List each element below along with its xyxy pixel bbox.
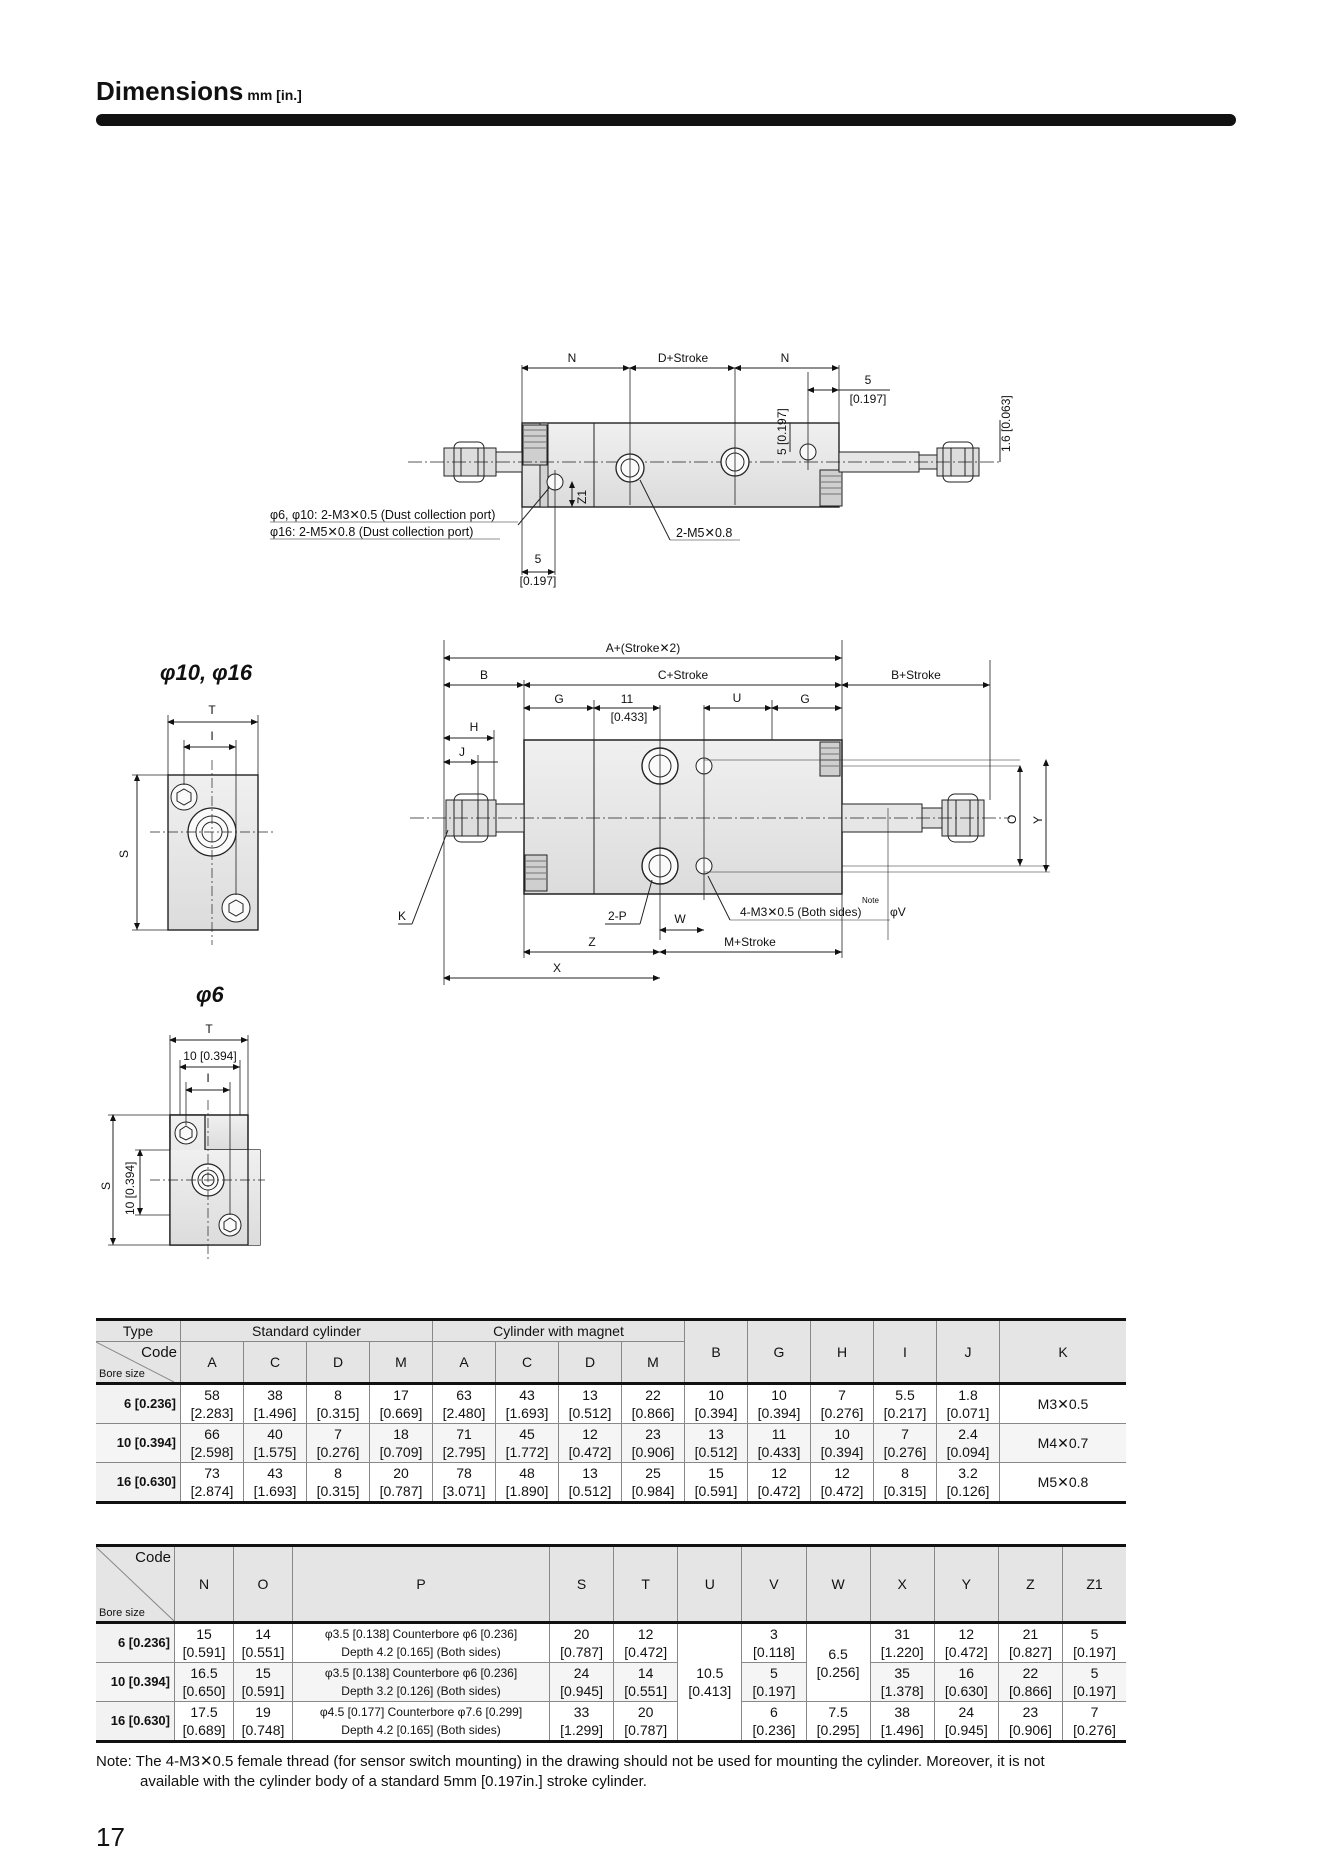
cell-mm: 10 <box>834 1426 850 1442</box>
svg-text:T: T <box>208 703 216 717</box>
cell-inch: [1.772] <box>505 1444 549 1460</box>
table-cell-n: 17.5 [0.689] <box>175 1702 234 1742</box>
col-std-M: M <box>370 1342 433 1384</box>
cell-inch: [0.984] <box>631 1483 675 1499</box>
cell-mm: 23 <box>645 1426 661 1442</box>
cell-inch: [0.394] <box>820 1444 864 1460</box>
table-cell-v: 5 [0.197] <box>742 1663 806 1702</box>
cell-mm: 43 <box>267 1465 283 1481</box>
svg-text:A+(Stroke✕2): A+(Stroke✕2) <box>605 641 681 655</box>
svg-text:N: N <box>567 351 577 365</box>
cell-inch: [1.693] <box>505 1405 549 1421</box>
svg-text:B+Stroke: B+Stroke <box>891 668 941 682</box>
table-cell-x: 35 [1.378] <box>870 1663 934 1702</box>
cell-mm: 11 <box>771 1426 787 1442</box>
table-cell-v: 6 [0.236] <box>742 1702 806 1742</box>
table-2-body <box>96 1623 1126 1742</box>
cell-mm: 10 <box>771 1387 787 1403</box>
cell-mm: 3.2 <box>958 1465 978 1481</box>
svg-text:Z1: Z1 <box>575 489 589 504</box>
cell-mm: 25 <box>645 1465 661 1481</box>
table-cell <box>1000 1424 1127 1463</box>
table-cell-z: 23 [0.906] <box>998 1702 1062 1742</box>
table-cell-y: 16 [0.630] <box>934 1663 998 1702</box>
col-H: H <box>811 1320 874 1384</box>
table-cell <box>874 1424 937 1463</box>
cell-mm: 71 <box>456 1426 472 1442</box>
table-cell-z1: 7 [0.276] <box>1063 1702 1127 1742</box>
svg-text:C+Stroke: C+Stroke <box>657 668 709 682</box>
table-cell <box>433 1424 496 1463</box>
top-view <box>270 351 1013 588</box>
svg-text:2-P: 2-P <box>608 909 627 923</box>
svg-text:[0.197]: [0.197] <box>519 574 557 588</box>
col-std-D: D <box>307 1342 370 1384</box>
cell-mm: 8 <box>901 1465 909 1481</box>
table-cell-x: 38 [1.496] <box>870 1702 934 1742</box>
bore-size-label: Bore size <box>99 1368 145 1380</box>
table-cell <box>1000 1384 1127 1424</box>
front-body <box>524 740 842 894</box>
front-view <box>398 640 1050 985</box>
table-cell <box>937 1424 1000 1463</box>
table-cell <box>622 1384 685 1424</box>
table-cell-w: 6.5 [0.256] <box>806 1623 870 1702</box>
table-row <box>96 1424 1126 1463</box>
svg-text:Y: Y <box>1031 815 1045 824</box>
cell-inch: [0.591] <box>694 1483 738 1499</box>
col-K: K <box>1000 1320 1127 1384</box>
table-1-body <box>96 1384 1126 1503</box>
table-cell-z: 21 [0.827] <box>998 1623 1062 1663</box>
view-title-phi6: φ6 <box>196 982 224 1007</box>
table-cell-y: 24 [0.945] <box>934 1702 998 1742</box>
table-cell <box>496 1424 559 1463</box>
table-cell <box>748 1463 811 1503</box>
cell-mm: 38 <box>267 1387 283 1403</box>
cell-inch: [0.217] <box>883 1405 927 1421</box>
cell-inch: [0.669] <box>379 1405 423 1421</box>
table-cell-o: 14 [0.551] <box>234 1623 293 1663</box>
table-cell <box>874 1463 937 1503</box>
table-cell <box>874 1384 937 1424</box>
cell-mm: 63 <box>456 1387 472 1403</box>
table-cell-o: 19 [0.748] <box>234 1702 293 1742</box>
cell-inch: [0.433] <box>757 1444 801 1460</box>
cell-mm: 78 <box>456 1465 472 1481</box>
cell-inch: [1.496] <box>253 1405 297 1421</box>
cell-inch: [0.071] <box>946 1405 990 1421</box>
svg-text:2-M5✕0.8: 2-M5✕0.8 <box>676 526 733 540</box>
table-cell-s: 33 [1.299] <box>550 1702 614 1742</box>
cell-mm: 2.4 <box>958 1426 978 1442</box>
table-cell <box>370 1384 433 1424</box>
table-cell <box>559 1463 622 1503</box>
cell-mm: 13 <box>708 1426 724 1442</box>
table-cell-s: 20 [0.787] <box>550 1623 614 1663</box>
cell-mm: 7 <box>901 1426 909 1442</box>
cell-inch: [0.512] <box>568 1483 612 1499</box>
svg-text:T: T <box>205 1022 213 1036</box>
cell-mm: M4✕0.7 <box>1037 1435 1089 1451</box>
svg-text:X: X <box>552 961 562 975</box>
cell-inch: [0.276] <box>883 1444 927 1460</box>
cell-mm: 73 <box>204 1465 220 1481</box>
cell-inch: [2.480] <box>442 1405 486 1421</box>
bore-size-cell: 16 [0.630] <box>96 1702 175 1742</box>
svg-text:5: 5 <box>534 552 542 566</box>
table-cell-w: 7.5 [0.295] <box>806 1702 870 1742</box>
svg-text:K: K <box>398 909 407 923</box>
cell-mm: 12 <box>582 1426 598 1442</box>
svg-text:φV: φV <box>890 905 906 919</box>
cell-mm: 5.5 <box>895 1387 915 1403</box>
cell-inch: [0.315] <box>316 1405 360 1421</box>
bore-size-cell: 6 [0.236] <box>96 1384 181 1424</box>
bore-size-cell: 10 [0.394] <box>96 1663 175 1702</box>
table-cell-t: 20 [0.787] <box>614 1702 678 1742</box>
cell-inch: [1.890] <box>505 1483 549 1499</box>
table-cell-z1: 5 [0.197] <box>1063 1623 1127 1663</box>
unit-label: mm [in.] <box>247 87 302 103</box>
table-cell <box>685 1384 748 1424</box>
svg-text:4-M3✕0.5 (Both sides): 4-M3✕0.5 (Both sides) <box>740 905 862 919</box>
col-U: U <box>678 1546 742 1623</box>
svg-text:I: I <box>210 729 214 743</box>
table-cell <box>811 1424 874 1463</box>
table-cell <box>559 1424 622 1463</box>
cell-inch: [0.315] <box>883 1483 927 1499</box>
cell-inch: [0.472] <box>820 1483 864 1499</box>
table-cell-p: φ3.5 [0.138] Counterbore φ6 [0.236] Depth 4.2 [0.165] (Both sides) <box>293 1623 550 1663</box>
side-view-10-16 <box>117 703 275 945</box>
svg-text:J: J <box>459 745 465 759</box>
svg-text:S: S <box>117 849 131 858</box>
side-view-6 <box>99 1022 265 1262</box>
table-cell <box>244 1384 307 1424</box>
table-cell-y: 12 [0.472] <box>934 1623 998 1663</box>
cell-mm: 10 <box>708 1387 724 1403</box>
svg-text:W: W <box>674 912 686 926</box>
table-cell-t: 12 [0.472] <box>614 1623 678 1663</box>
table-cell <box>1000 1463 1127 1503</box>
svg-text:M+Stroke: M+Stroke <box>724 935 776 949</box>
cell-mm: 18 <box>393 1426 409 1442</box>
code-label: Code <box>135 1549 171 1566</box>
code-bore-cell-2 <box>96 1546 175 1623</box>
svg-text:φ16: 2-M5✕0.8 (Dust collection: φ16: 2-M5✕0.8 (Dust collection port) <box>270 525 474 539</box>
cell-inch: [0.094] <box>946 1444 990 1460</box>
table-cell <box>559 1384 622 1424</box>
header-standard-cylinder: Standard cylinder <box>181 1320 433 1342</box>
cell-inch: [1.693] <box>253 1483 297 1499</box>
col-Z: Z <box>998 1546 1062 1623</box>
cell-mm: 8 <box>334 1387 342 1403</box>
cell-mm: 58 <box>204 1387 220 1403</box>
table-cell <box>307 1424 370 1463</box>
cell-mm: 13 <box>582 1387 598 1403</box>
svg-text:H: H <box>469 720 479 734</box>
cell-mm: 7 <box>838 1387 846 1403</box>
table-row <box>96 1663 1126 1702</box>
svg-text:5: 5 <box>864 373 872 387</box>
page-title: Dimensions mm [in.] <box>96 76 302 106</box>
svg-text:I: I <box>206 1071 210 1085</box>
col-std-A: A <box>181 1342 244 1384</box>
table-cell <box>181 1463 244 1503</box>
table-cell-z: 22 [0.866] <box>998 1663 1062 1702</box>
cell-inch: [2.283] <box>190 1405 234 1421</box>
col-G: G <box>748 1320 811 1384</box>
bore-size-cell: 10 [0.394] <box>96 1424 181 1463</box>
table-cell-n: 15 [0.591] <box>175 1623 234 1663</box>
cell-inch: [0.315] <box>316 1483 360 1499</box>
cell-mm: M3✕0.5 <box>1037 1396 1089 1412</box>
code-label: Code <box>141 1344 177 1361</box>
footnote <box>96 1752 1156 1792</box>
table-cell <box>244 1424 307 1463</box>
svg-text:D+Stroke: D+Stroke <box>657 351 709 365</box>
cell-mm: 8 <box>334 1465 342 1481</box>
col-X: X <box>870 1546 934 1623</box>
svg-text:φ6, φ10: 2-M3✕0.5 (Dust collec: φ6, φ10: 2-M3✕0.5 (Dust collection port) <box>270 508 496 522</box>
table-cell-o: 15 [0.591] <box>234 1663 293 1702</box>
cell-mm: 22 <box>645 1387 661 1403</box>
col-std-C: C <box>244 1342 307 1384</box>
cell-inch: [0.709] <box>379 1444 423 1460</box>
cell-inch: [3.071] <box>442 1483 486 1499</box>
cell-inch: [0.276] <box>820 1405 864 1421</box>
cell-mm: 1.8 <box>958 1387 978 1403</box>
table-cell <box>307 1384 370 1424</box>
cell-inch: [0.472] <box>757 1483 801 1499</box>
table-row <box>96 1463 1126 1503</box>
dimension-table-2 <box>96 1544 1126 1743</box>
cell-inch: [0.906] <box>631 1444 675 1460</box>
cell-mm: 20 <box>393 1465 409 1481</box>
table-cell <box>811 1384 874 1424</box>
cell-inch: [0.394] <box>757 1405 801 1421</box>
table-cell-v: 3 [0.118] <box>742 1623 806 1663</box>
svg-text:Z: Z <box>588 935 596 949</box>
svg-text:O: O <box>1005 814 1019 824</box>
table-cell-s: 24 [0.945] <box>550 1663 614 1702</box>
cell-mm: 40 <box>267 1426 283 1442</box>
table-cell <box>370 1463 433 1503</box>
view-title-phi10-16: φ10, φ16 <box>160 660 253 685</box>
table-cell <box>496 1463 559 1503</box>
table-cell-n: 16.5 [0.650] <box>175 1663 234 1702</box>
dimension-table-1 <box>96 1318 1126 1504</box>
cell-inch: [1.575] <box>253 1444 297 1460</box>
cell-mm: 13 <box>582 1465 598 1481</box>
cell-mm: 15 <box>708 1465 724 1481</box>
cell-inch: [0.512] <box>694 1444 738 1460</box>
svg-text:B: B <box>479 668 489 682</box>
cell-mm: 66 <box>204 1426 220 1442</box>
bore-size-cell: 6 [0.236] <box>96 1623 175 1663</box>
table-cell <box>748 1384 811 1424</box>
col-T: T <box>614 1546 678 1623</box>
col-Z1: Z1 <box>1063 1546 1127 1623</box>
col-Y: Y <box>934 1546 998 1623</box>
bore-size-cell: 16 [0.630] <box>96 1463 181 1503</box>
table-row <box>96 1384 1126 1424</box>
cell-mm: 12 <box>834 1465 850 1481</box>
svg-text:U: U <box>732 691 742 705</box>
svg-text:S: S <box>99 1181 113 1190</box>
svg-text:1.6 [0.063]: 1.6 [0.063] <box>999 395 1013 452</box>
table-cell <box>685 1463 748 1503</box>
table-cell <box>370 1424 433 1463</box>
bore-size-label: Bore size <box>99 1607 145 1619</box>
table-cell <box>181 1424 244 1463</box>
table-cell <box>622 1424 685 1463</box>
col-O: O <box>234 1546 293 1623</box>
cell-mm: M5✕0.8 <box>1037 1474 1089 1490</box>
cell-mm: 48 <box>519 1465 535 1481</box>
table-cell <box>307 1463 370 1503</box>
col-S: S <box>550 1546 614 1623</box>
col-W: W <box>806 1546 870 1623</box>
col-B: B <box>685 1320 748 1384</box>
cell-mm: 12 <box>771 1465 787 1481</box>
cell-mm: 7 <box>334 1426 342 1442</box>
cell-inch: [2.598] <box>190 1444 234 1460</box>
table-row <box>96 1702 1126 1742</box>
col-mag-A: A <box>433 1342 496 1384</box>
top-body <box>522 423 839 507</box>
cell-inch: [0.866] <box>631 1405 675 1421</box>
table-cell <box>433 1463 496 1503</box>
cell-inch: [0.394] <box>694 1405 738 1421</box>
svg-text:10 [0.394]: 10 [0.394] <box>123 1161 137 1215</box>
cell-inch: [0.276] <box>316 1444 360 1460</box>
header-cylinder-with-magnet: Cylinder with magnet <box>433 1320 685 1342</box>
col-J: J <box>937 1320 1000 1384</box>
table-cell <box>496 1384 559 1424</box>
cell-mm: 17 <box>393 1387 409 1403</box>
table-cell-u: 10.5 [0.413] <box>678 1623 742 1742</box>
table-row <box>96 1623 1126 1663</box>
svg-text:10 [0.394]: 10 [0.394] <box>183 1049 237 1063</box>
cell-inch: [0.787] <box>379 1483 423 1499</box>
svg-text:[0.197]: [0.197] <box>849 392 887 406</box>
table-cell <box>622 1463 685 1503</box>
col-mag-C: C <box>496 1342 559 1384</box>
svg-text:Note: Note <box>862 896 879 905</box>
svg-text:G: G <box>800 692 810 706</box>
header-type: Type <box>96 1320 181 1342</box>
note-line-2: available with the cylinder body of a standard 5mm [0.197in.] stroke cylinder. <box>140 1773 647 1790</box>
col-I: I <box>874 1320 937 1384</box>
cell-inch: [2.795] <box>442 1444 486 1460</box>
cell-mm: 43 <box>519 1387 535 1403</box>
table-cell <box>433 1384 496 1424</box>
cell-mm: 45 <box>519 1426 535 1442</box>
table-cell-p: φ3.5 [0.138] Counterbore φ6 [0.236] Depth 3.2 [0.126] (Both sides) <box>293 1663 550 1702</box>
table-cell-t: 14 [0.551] <box>614 1663 678 1702</box>
table-cell <box>748 1424 811 1463</box>
table-cell <box>937 1463 1000 1503</box>
table-cell-x: 31 [1.220] <box>870 1623 934 1663</box>
code-bore-cell <box>96 1342 181 1384</box>
page-number: 17 <box>96 1822 125 1852</box>
col-N: N <box>175 1546 234 1623</box>
col-mag-D: D <box>559 1342 622 1384</box>
note-line-1: Note: The 4-M3✕0.5 female thread (for sensor switch mounting) in the drawing should not be used for mounting the cylinder. Moreover, it is not <box>96 1753 1045 1770</box>
table-cell <box>811 1463 874 1503</box>
table-cell <box>244 1463 307 1503</box>
col-P: P <box>293 1546 550 1623</box>
svg-text:5 [0.197]: 5 [0.197] <box>775 408 789 455</box>
svg-text:11: 11 <box>620 692 634 706</box>
cell-inch: [0.512] <box>568 1405 612 1421</box>
svg-text:N: N <box>780 351 790 365</box>
table-cell <box>181 1384 244 1424</box>
table-cell <box>685 1424 748 1463</box>
svg-text:[0.433]: [0.433] <box>610 710 648 724</box>
col-V: V <box>742 1546 806 1623</box>
table-cell-p: φ4.5 [0.177] Counterbore φ7.6 [0.299] Depth 4.2 [0.165] (Both sides) <box>293 1702 550 1742</box>
cell-inch: [0.472] <box>568 1444 612 1460</box>
table-cell-z1: 5 [0.197] <box>1063 1663 1127 1702</box>
cell-inch: [2.874] <box>190 1483 234 1499</box>
svg-text:G: G <box>554 692 564 706</box>
cell-inch: [0.126] <box>946 1483 990 1499</box>
table-cell <box>937 1384 1000 1424</box>
col-mag-M: M <box>622 1342 685 1384</box>
